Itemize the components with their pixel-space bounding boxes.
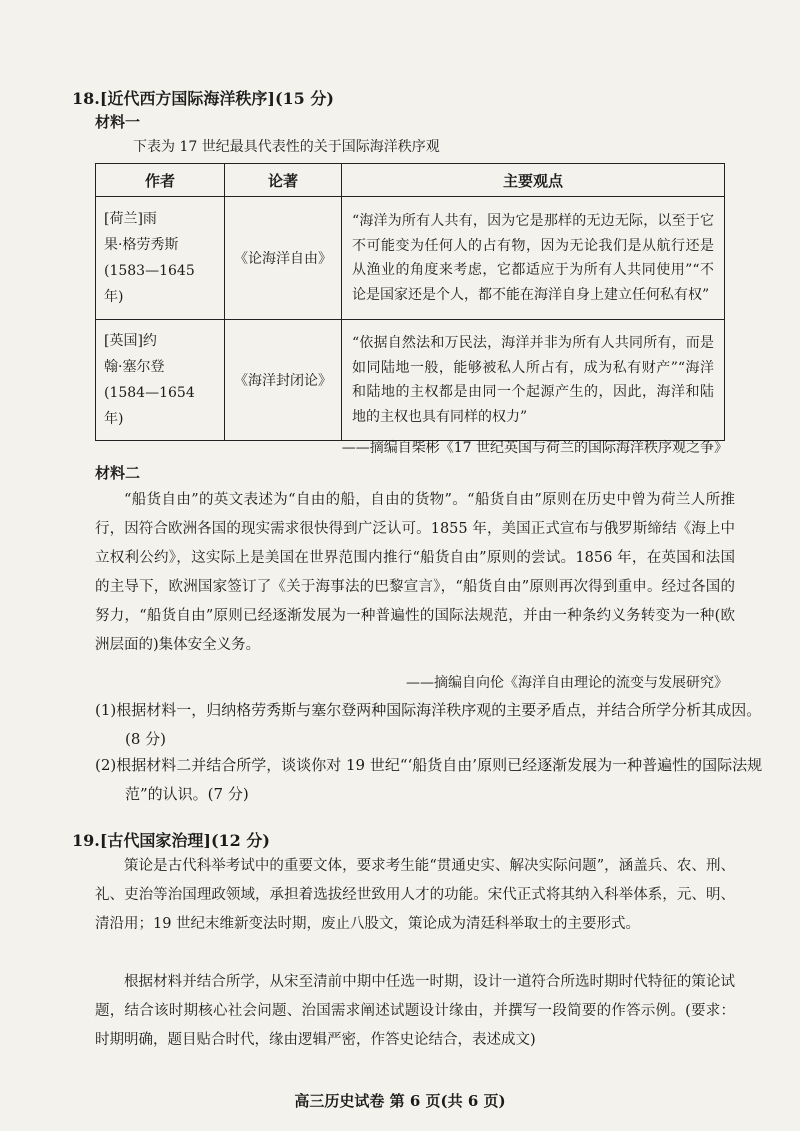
material2-label: 材料二 <box>95 464 141 482</box>
q19-paragraph-2: 根据材料并结合所学，从宋至清前中期中任选一时期，设计一道符合所选时期时代特征的策论试题，结合该时期核心社会问题、治国需求阐述试题设计缘由，并撰写一段简要的作答示例。(要求：时期明确，题目贴合时代，缘由逻辑严密，作答史论结合，表述成文) <box>95 974 735 1048</box>
view-cell: “依据自然法和万民法，海洋并非为所有人共同所有，而是如同陆地一般，能够被私人所占有，成为私有财产”“海洋和陆地的主权都是由同一个起源产生的，因此，海洋和陆地的主权也具有同样的权力” <box>342 320 725 441</box>
author-line: [英国]约 <box>104 333 157 349</box>
author-line: [荷兰]雨 <box>104 211 157 227</box>
header-view: 主要观点 <box>342 164 725 197</box>
q19-heading: 19.[古代国家治理](12 分) <box>72 831 270 850</box>
source-citation-1: ——摘编自柴彬《17 世纪英国与荷兰的国际海洋秩序观之争》 <box>341 440 728 456</box>
table-header-row <box>96 164 725 197</box>
author-line: 翰·塞尔登 <box>104 359 165 375</box>
author-line: (1584—1654 年) <box>104 385 195 427</box>
q18-subquestion-2: (2)根据材料二并结合所学，谈谈你对 19 世纪“‘船货自由’原则已经逐渐发展为一种普遍性的国际法规范”的认识。(7 分) <box>95 756 763 803</box>
author-cell <box>96 197 225 320</box>
header-work: 论著 <box>225 164 342 197</box>
work-cell: 《论海洋自由》 <box>225 197 342 320</box>
view-cell: “海洋为所有人共有，因为它是那样的无边无际，以至于它不可能变为任何人的占有物，因为无论我们是从航行还是从渔业的角度来考虑，它都适应于为所有人共同使用”“不论是国家还是个人，都不能在海洋自身上建立任何私有权” <box>342 197 725 320</box>
author-line: (1583—1645 年) <box>104 263 195 305</box>
page-footer: 高三历史试卷 第 6 页(共 6 页) <box>294 1092 506 1110</box>
q18-subquestion-1: (1)根据材料一，归纳格劳秀斯与塞尔登两种国际海洋秩序观的主要矛盾点，并结合所学分析其成因。(8 分) <box>95 701 762 748</box>
q19-paragraph-1: 策论是古代科举考试中的重要文体，要求考生能“贯通史实、解决实际问题”，涵盖兵、农、刑、礼、吏治等治国理政领域，承担着选拔经世致用人才的功能。宋代正式将其纳入科举体系，元、明、清沿用；19 世纪末维新变法时期，废止八股文，策论成为清廷科举取士的主要形式。 <box>95 858 735 932</box>
table-row <box>96 320 725 441</box>
header-author: 作者 <box>96 164 225 197</box>
table-row <box>96 197 725 320</box>
table-caption: 下表为 17 世纪最具代表性的关于国际海洋秩序观 <box>133 139 440 155</box>
author-line: 果·格劳秀斯 <box>104 237 179 253</box>
q18-heading: 18.[近代西方国际海洋秩序](15 分) <box>72 89 334 108</box>
material1-label: 材料一 <box>95 113 141 131</box>
author-cell <box>96 320 225 441</box>
material2-text: “船货自由”的英文表述为“自由的船，自由的货物”。“船货自由”原则在历史中曾为荷兰人所推行，因符合欧洲各国的现实需求很快得到广泛认可。1855 年，美国正式宣布与俄罗斯缔结《海上中立权利公约》，这实际上是美国在世界范围内推行“船货自由”原则的尝试。1856 年，在英国和法国的主导下，欧洲国家签订了《关于海事法的巴黎宣言》，“船货自由”原则再次得到重申。经过各国的努力，“船货自由”原则已经逐渐发展为一种普遍性的国际法规范，并由一种条约义务转变为一种(欧洲层面的)集体安全义务。 <box>95 492 735 653</box>
source-citation-2: ——摘编自向伦《海洋自由理论的流变与发展研究》 <box>406 675 728 691</box>
work-cell: 《海洋封闭论》 <box>225 320 342 441</box>
maritime-order-table <box>95 163 725 441</box>
